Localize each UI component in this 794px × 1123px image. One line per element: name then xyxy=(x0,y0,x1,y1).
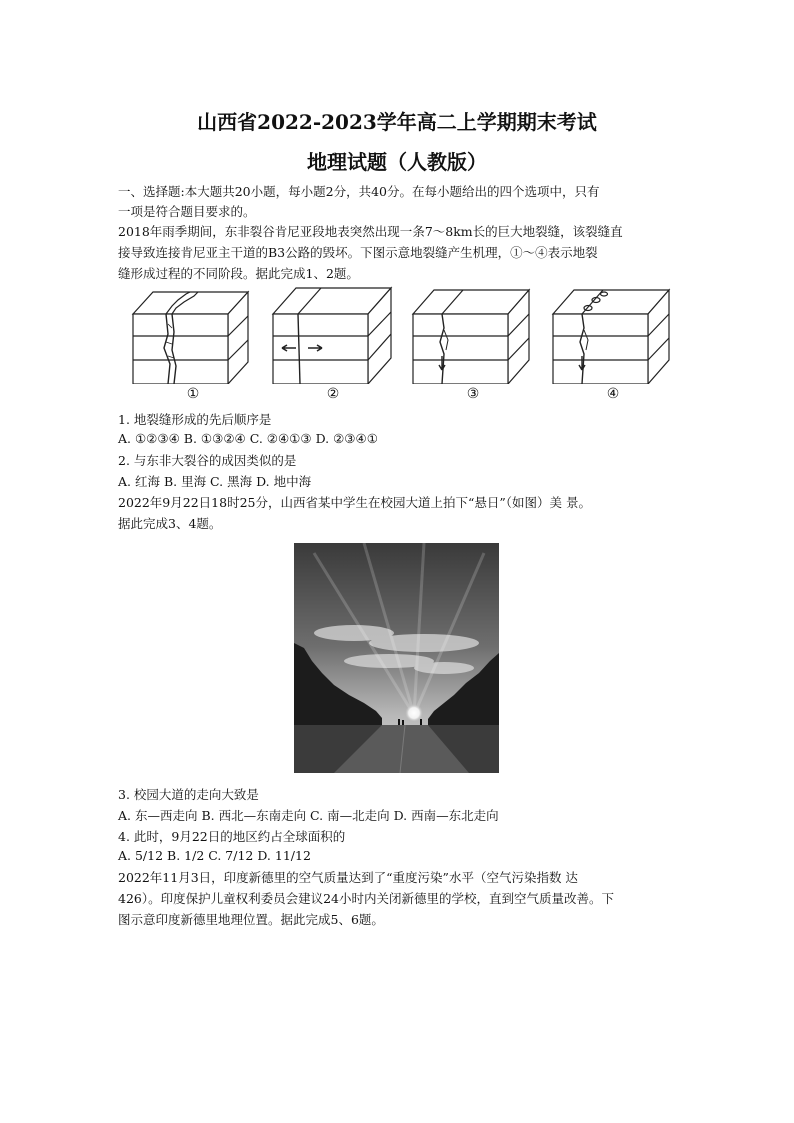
sunset-avenue-image xyxy=(294,543,499,773)
passage-3-line-1: 2022年11月3日，印度新德里的空气质量达到了“重度污染”水平（空气污染指数 达 xyxy=(118,870,578,885)
fissure-diagram-stage-2 xyxy=(268,284,398,402)
section-instructions-line-1: 一、选择题:本大题共20小题，每小题2分，共40分。在每小题给出的四个选项中，只有 xyxy=(118,184,600,199)
question-1-stem: 1. 地裂缝形成的先后顺序是 xyxy=(118,412,272,427)
question-1-options: A. ①②③④ B. ①③②④ C. ②④①③ D. ②③④① xyxy=(118,431,378,446)
question-3-stem: 3. 校园大道的走向大致是 xyxy=(118,787,259,802)
question-4-options: A. 5/12 B. 1/2 C. 7/12 D. 11/12 xyxy=(118,848,311,863)
fissure-block-2-svg xyxy=(268,284,398,384)
fissure-block-3-svg xyxy=(408,284,538,384)
fissure-diagram-label-3: ③ xyxy=(466,386,480,402)
question-3-options: A. 东—西走向 B. 西北—东南走向 C. 南—北走向 D. 西南—东北走向 xyxy=(118,808,499,823)
passage-2-line-1: 2022年9月22日18时25分，山西省某中学生在校园大道上拍下“悬日”（如图）美 景。 xyxy=(118,495,591,510)
question-2-options: A. 红海 B. 里海 C. 黑海 D. 地中海 xyxy=(118,474,312,489)
section-instructions-line-2: 一项是符合题目要求的。 xyxy=(118,204,256,219)
passage-1-line-1: 2018年雨季期间，东非裂谷肯尼亚段地表突然出现一条7～8km长的巨大地裂缝，该裂缝直 xyxy=(118,224,623,239)
page-title: 山西省2022-2023学年高二上学期期末考试 xyxy=(197,110,597,134)
fissure-stage-diagrams xyxy=(128,284,676,402)
page-subtitle: 地理试题（人教版） xyxy=(307,150,487,174)
fissure-diagram-label-1: ① xyxy=(186,386,200,402)
passage-1-line-2: 接导致连接肯尼亚主干道的B3公路的毁坏。下图示意地裂缝产生机理，①～④表示地裂 xyxy=(118,245,598,260)
fissure-diagram-label-2: ② xyxy=(326,386,340,402)
fissure-diagram-label-4: ④ xyxy=(606,386,620,402)
passage-3-line-3: 图示意印度新德里地理位置。据此完成5、6题。 xyxy=(118,912,384,927)
passage-3-line-2: 426）。印度保护儿童权利委员会建议24小时内关闭新德里的学校，直到空气质量改善。下 xyxy=(118,891,615,906)
passage-2-line-2: 据此完成3、4题。 xyxy=(118,516,222,531)
passage-1-line-3: 缝形成过程的不同阶段。据此完成1、2题。 xyxy=(118,266,359,281)
fissure-block-4-svg xyxy=(548,284,678,384)
fissure-diagram-stage-3 xyxy=(408,284,538,402)
fissure-block-1-svg xyxy=(128,284,258,384)
question-2-stem: 2. 与东非大裂谷的成因类似的是 xyxy=(118,453,297,468)
hanging-sun-photo xyxy=(294,543,499,773)
fissure-diagram-stage-4 xyxy=(548,284,678,402)
fissure-diagram-stage-1 xyxy=(128,284,258,402)
question-4-stem: 4. 此时，9月22日的地区约占全球面积的 xyxy=(118,829,346,844)
